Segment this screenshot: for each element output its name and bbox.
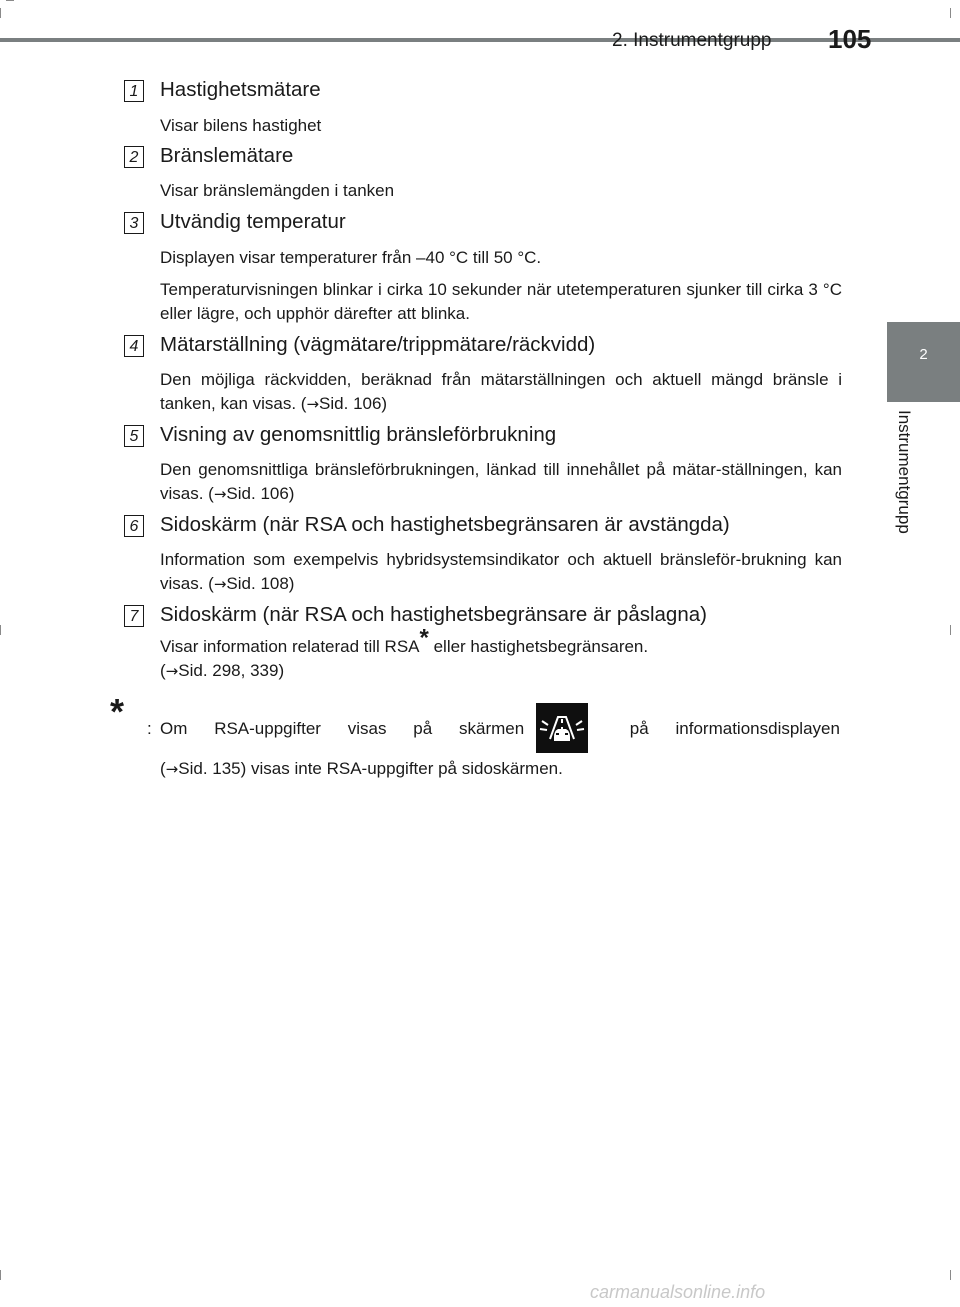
item-body [160, 624, 842, 683]
item-number-badge: 7 [124, 605, 144, 627]
watermark: carmanualsonline.info [590, 1282, 766, 1302]
item-text: ( [160, 661, 166, 680]
footnote-colon: : [147, 719, 152, 738]
page-number: 105 [828, 24, 872, 54]
item-title: Utvändig temperatur [160, 210, 346, 233]
item-text: eller hastighetsbegränsaren. [428, 637, 649, 656]
footnote-word: Om [160, 719, 188, 738]
footnote-word: informationsdisplayen [675, 719, 840, 738]
chapter-tab [887, 322, 960, 402]
header-section-title: 2. Instrumentgrupp [612, 30, 772, 51]
page-reference: Sid. 298, 339) [178, 661, 285, 680]
crop-mark [950, 625, 951, 635]
arrow-icon: → [306, 395, 320, 413]
chapter-number: 2 [919, 346, 928, 363]
item-number-badge: 2 [124, 146, 144, 168]
item-title: Bränslemätare [160, 144, 294, 167]
item-body [160, 548, 842, 596]
item-text: Visar information relaterad till RSA [160, 637, 420, 656]
header-rule [0, 38, 960, 42]
item-text: Den möjliga räckvidden, beräknad från mätarställningen och aktuell mängd bränsle i tanken, kan visas. ( [160, 370, 842, 413]
crop-mark [950, 8, 951, 18]
item-title: Sidoskärm (när RSA och hastighetsbegränsaren är avstängda) [160, 513, 730, 536]
crop-mark [0, 8, 1, 18]
footnote-word: på [629, 719, 649, 738]
item-number-badge: 1 [124, 80, 144, 102]
footnote-word: visas [347, 719, 387, 738]
arrow-icon: → [213, 485, 227, 503]
item-body [160, 368, 842, 416]
item-title: Sidoskärm (när RSA och hastighetsbegränsare är påslagna) [160, 603, 707, 626]
footnote-word: skärmen [459, 719, 525, 738]
item-text: Temperaturvisningen blinkar i cirka 10 sekunder när utetemperaturen sjunker till cirka 3 °C eller lägre, och upphör därefter att blinka. [160, 280, 842, 323]
item-text: Den genomsnittliga bränsleförbrukningen, länkad till innehållet på mätar-ställningen, kan visas. ( [160, 460, 842, 503]
page-reference: Sid. 108) [226, 574, 295, 593]
item-number-badge: 6 [124, 515, 144, 537]
item-body [160, 246, 842, 326]
asterisk-marker: * [419, 624, 429, 652]
item-body [160, 179, 842, 203]
item-number-badge: 3 [124, 212, 144, 234]
road-sign-assist-icon [536, 703, 588, 753]
footnote-word: RSA-uppgifter [214, 719, 321, 738]
arrow-icon: → [213, 575, 227, 593]
item-number-badge: 4 [124, 335, 144, 357]
footnote-text: ( [160, 759, 166, 778]
item-text: Information som exempelvis hybridsystemsindikator och aktuell bränsleför-brukning kan visas. ( [160, 550, 842, 593]
item-number-badge: 5 [124, 425, 144, 447]
item-title: Mätarställning (vägmätare/trippmätare/räckvidd) [160, 333, 596, 356]
arrow-icon: → [165, 662, 179, 680]
footnote-asterisk: * [110, 691, 125, 732]
footnote-line [160, 759, 563, 779]
footnote-line [160, 719, 840, 739]
item-title: Hastighetsmätare [160, 78, 321, 101]
crop-mark [0, 625, 1, 635]
crop-mark [6, 0, 14, 1]
footnote-word: på [413, 719, 433, 738]
page-reference: Sid. 106) [226, 484, 295, 503]
item-title: Visning av genomsnittlig bränsleförbrukning [160, 423, 557, 446]
chapter-label: Instrumentgrupp [895, 410, 914, 534]
crop-mark [0, 1270, 1, 1280]
crop-mark [950, 1270, 951, 1280]
item-text: Visar bränslemängden i tanken [160, 181, 395, 200]
item-text: Visar bilens hastighet [160, 116, 322, 135]
footnote-text: Sid. 135) visas inte RSA-uppgifter på sidoskärmen. [178, 759, 563, 778]
page-reference: Sid. 106) [319, 394, 388, 413]
arrow-icon: → [165, 760, 179, 778]
item-body [160, 458, 842, 506]
item-text: Displayen visar temperaturer från –40 °C till 50 °C. [160, 248, 542, 267]
item-body [160, 114, 842, 138]
